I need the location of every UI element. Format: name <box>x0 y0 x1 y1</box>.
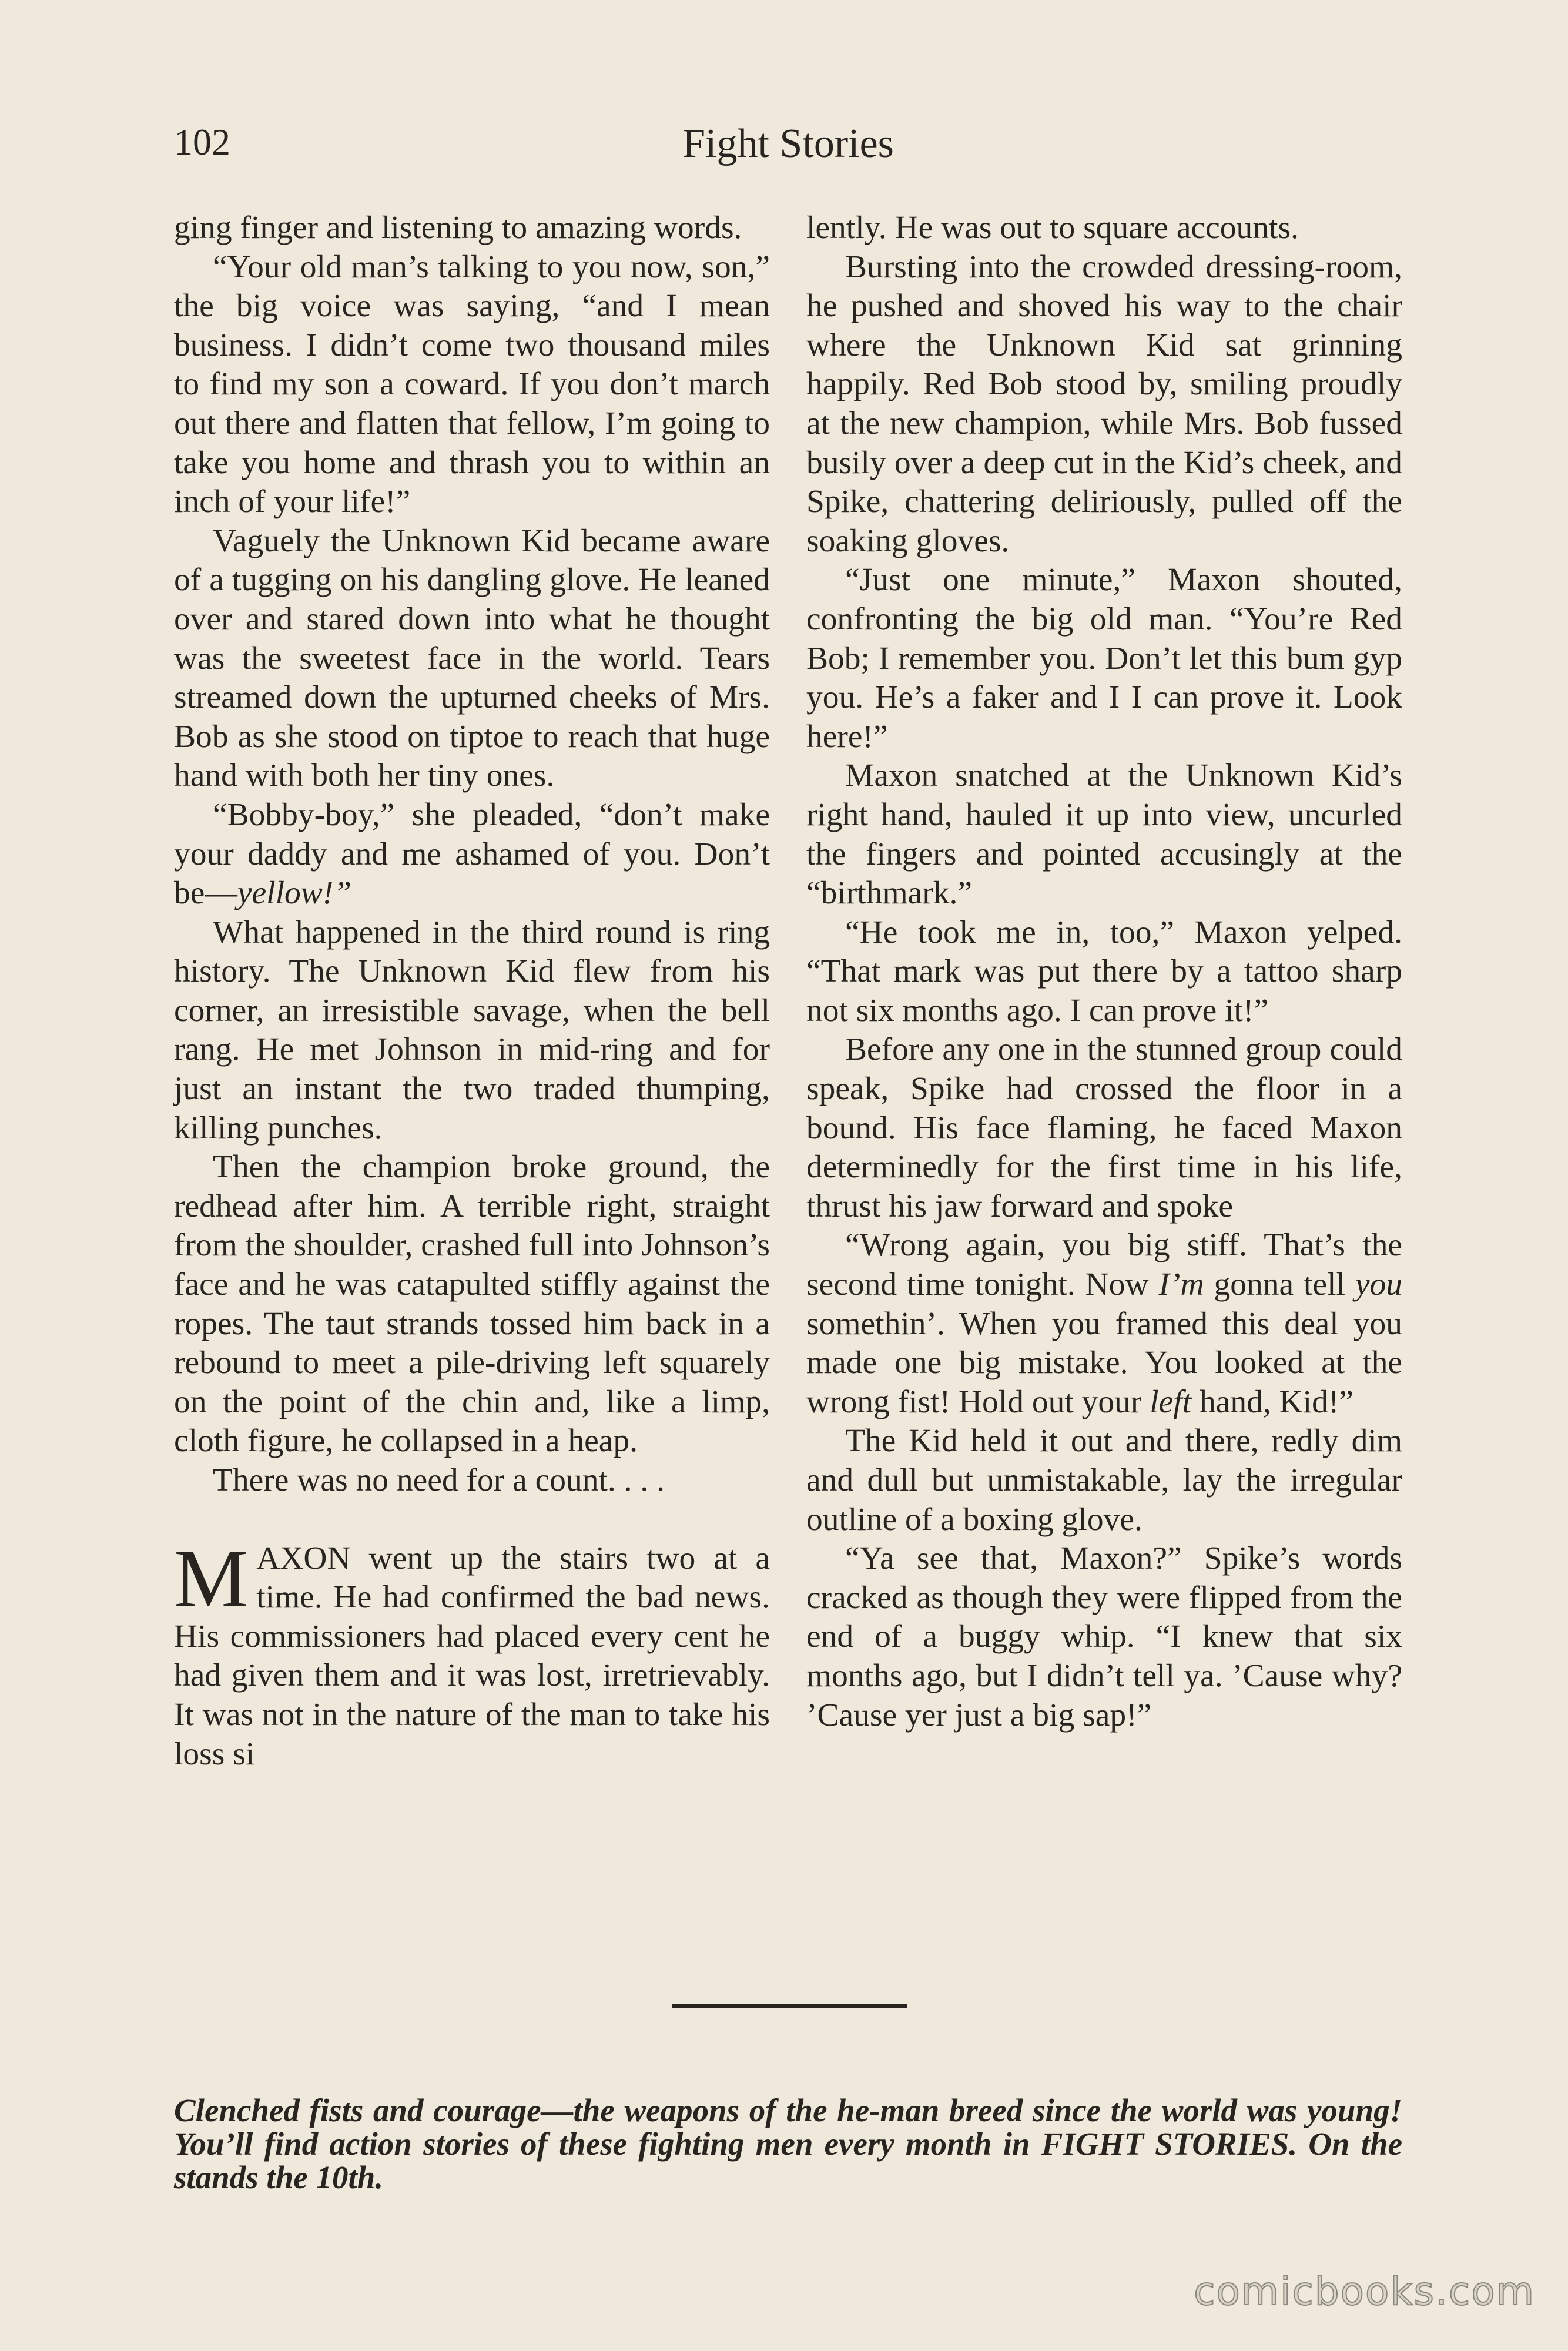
paragraph: Before any one in the stunned group could speak, Spike had crossed the floor in a bound. His face flaming, he faced Maxon determinedly for the first time in his life, thrust his jaw forward and spoke <box>806 1032 1402 1224</box>
paragraph: Maxon snatched at the Unknown Kid’s right hand, hauled it up into view, uncurled the fingers and pointed accusingly at the “birthmark.” <box>806 758 1402 912</box>
emphasis: left <box>1150 1384 1192 1420</box>
section-divider <box>672 2004 907 2008</box>
paragraph: “Your old man’s talking to you now, son,” the big voice was saying, “and I mean business. I didn’t come two thousand miles to find my son a coward. If you don’t march out there and flatten that fellow, I’m going to take you home and thrash you to within an inch of your life!” <box>174 249 770 520</box>
paragraph: Bursting into the crowded dressing-room, he pushed and shoved his way to the chair where the Unknown Kid sat grinning happily. Red Bob stood by, smiling proudly at the new champion, while Mrs. Bob fussed busily over a deep cut in the Kid’s cheek, and Spike, chattering deliriously, pulled off the soaking gloves. <box>806 249 1402 559</box>
paragraph: “Ya see that, Maxon?” Spike’s words cracked as though they were flipped from the end of a buggy whip. “I knew that six months ago, but I didn’t tell ya. ’Cause why? ’Cause yer just a big sap!” <box>806 1540 1402 1733</box>
text-span: “Bobby-boy,” she pleaded, “don’t make your daddy and me ashamed of you. Don’t be— <box>174 796 770 912</box>
watermark: comicbooks.com <box>1194 2269 1535 2314</box>
text-span: “Wrong again, you big stiff. That’s the second time tonight. Now <box>806 1227 1402 1303</box>
page-header <box>174 120 1402 173</box>
page-number: 102 <box>174 121 230 163</box>
text-span: gonna tell <box>1204 1267 1355 1303</box>
paragraph: What happened in the third round is ring history. The Unknown Kid flew from his corner, an irresistible savage, when the bell rang. He met Johnson in mid-ring and for just an instant the two traded thumping, killing punches. <box>174 914 770 1146</box>
text-span: somethin’. When you framed this deal you made one big mistake. You looked at the wrong fist! Hold out your <box>806 1305 1402 1420</box>
paragraph: The Kid held it out and there, redly dim and dull but unmistakable, lay the irregular outline of a boxing glove. <box>806 1423 1402 1538</box>
text-span: AXON went up the stairs two at a time. He had confirmed the bad news. His commissioners had placed every cent he had given them and it was lost, irretrievably. It was not in the nature of the man to take his loss si <box>174 1540 770 1772</box>
paragraph: Then the champion broke ground, the redhead after him. A terrible right, straight from the shoulder, crashed full into Johnson’s face and he was catapulted stiffly against the ropes. The taut strands tossed him back in a rebound to meet a pile-driving left squarely on the point of the chin and, like a limp, cloth figure, he collapsed in a heap. <box>174 1149 770 1459</box>
emphasis: yellow!” <box>237 875 352 912</box>
paragraph: “Just one minute,” Maxon shouted, confronting the big old man. “You’re Red Bob; I remember you. Don’t let this bum gyp you. He’s a faker and I I can prove it. Look here!” <box>806 562 1402 755</box>
paragraph: There was no need for a count. . . . <box>213 1462 665 1498</box>
drop-cap: M <box>174 1531 249 1625</box>
promo-text: Clenched fists and courage—the weapons of the he-man breed since the world was young! You’ll find action stories of these fighting men every month in FIGHT STORIES. On the stands the 10th. <box>174 2092 1402 2195</box>
left-column <box>174 209 770 1774</box>
running-title: Fight Stories <box>682 121 894 166</box>
emphasis: I’m <box>1158 1267 1204 1303</box>
right-column <box>806 209 1402 1735</box>
paragraph: Vaguely the Unknown Kid became aware of a tugging on his dangling glove. He leaned over and stared down into what he thought was the sweetest face in the world. Tears streamed down the upturned cheeks of Mrs. Bob as she stood on tiptoe to reach that huge hand with both her tiny ones. <box>174 523 770 794</box>
paragraph: ging finger and listening to amazing words. <box>174 210 742 246</box>
text-span: hand, Kid!” <box>1191 1384 1354 1420</box>
paragraph <box>806 1226 1402 1422</box>
paragraph: “He took me in, too,” Maxon yelped. “That mark was put there by a tattoo sharp not six months ago. I can prove it!” <box>806 914 1402 1029</box>
emphasis: you <box>1355 1267 1402 1303</box>
paragraph: lently. He was out to square accounts. <box>806 210 1299 246</box>
paragraph <box>174 1531 770 1774</box>
paragraph <box>174 796 770 913</box>
